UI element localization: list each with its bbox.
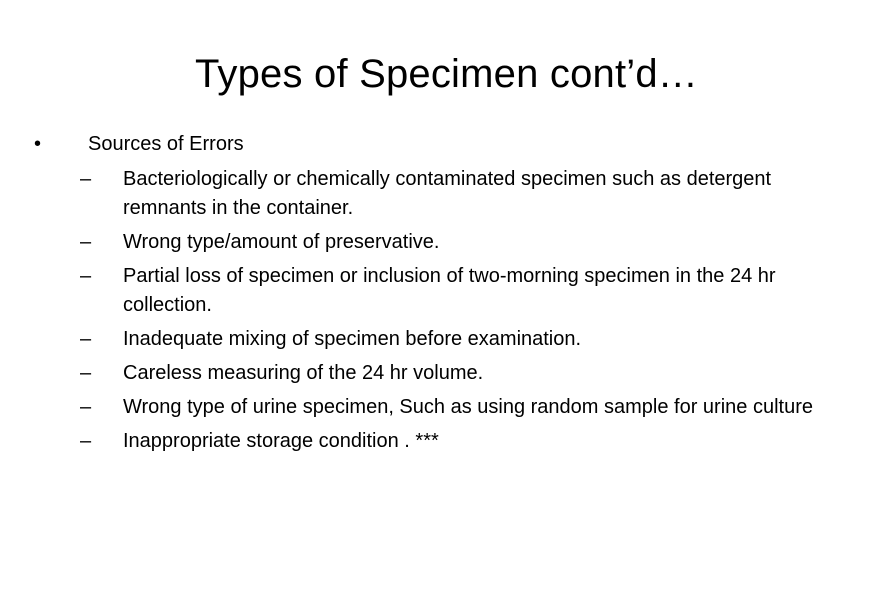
dash-icon: – [80,430,92,452]
dash-icon: – [80,265,92,287]
dash-icon: – [80,168,92,190]
list-item-text: Inadequate mixing of specimen before examination. [123,328,582,350]
error-list [0,165,893,461]
list-item-text: Partial loss of specimen or inclusion of two-morning specimen in the 24 hr collection. [123,265,776,316]
list-item [0,262,893,320]
list-item [0,393,893,422]
list-item-text: Wrong type/amount of preservative. [123,231,440,253]
list-item [0,427,893,456]
dash-icon: – [80,396,92,418]
slide-title: Types of Specimen cont’d… [194,52,699,96]
list-item [0,359,893,388]
list-item-text: Wrong type of urine specimen, Such as using random sample for urine culture [123,396,813,418]
dash-icon: – [80,328,92,350]
list-item [0,228,893,257]
bullet-dot-icon: • [34,133,42,155]
dash-icon: – [80,231,92,253]
list-item [0,165,893,223]
list-item-text: Bacteriologically or chemically contaminated specimen such as detergent remnants in the container. [123,168,772,219]
list-item-text: Careless measuring of the 24 hr volume. [123,362,484,384]
list-item [0,325,893,354]
section-heading: Sources of Errors [88,133,244,155]
list-item-text: Inappropriate storage condition . *** [123,430,439,452]
dash-icon: – [80,362,92,384]
